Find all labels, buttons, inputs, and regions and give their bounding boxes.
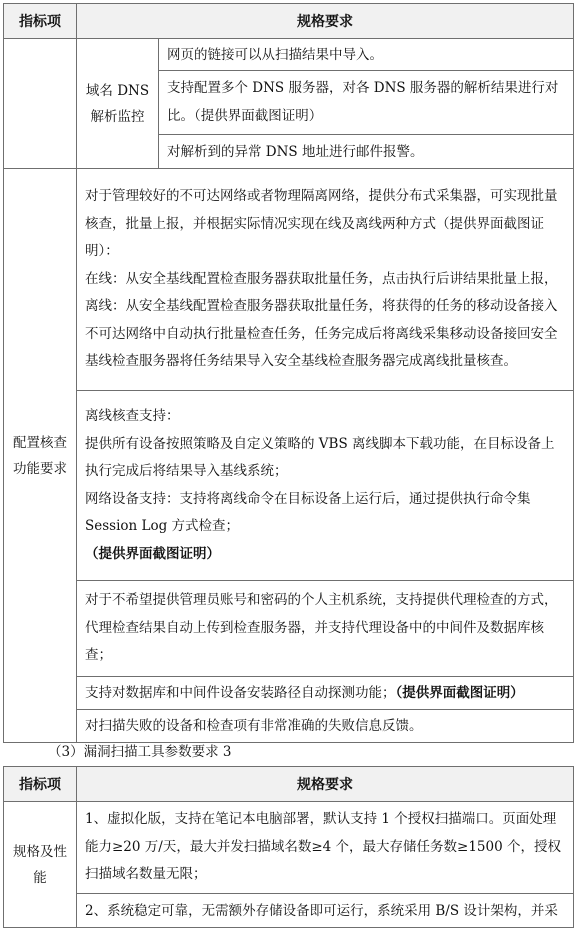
table-row: [4, 169, 574, 391]
config-label: 配置核查功能要求: [4, 169, 77, 743]
empty-indicator-cell: [4, 39, 77, 169]
perf-row-2: 2、系统稳定可靠，无需额外存储设备即可运行，系统采用 B/S 设计架构，并采: [77, 894, 574, 928]
config-block-2-title: 离线核查支持：: [85, 408, 180, 424]
config-block-2-proof: （提供界面截图证明）: [85, 545, 220, 562]
dns-row-1: 网页的链接可以从扫描结果中导入。: [159, 39, 574, 71]
config-block-1: [77, 169, 574, 391]
config-block-1-intro: 对于管理较好的不可达网络或者物理隔离网络，提供分布式采集器，可实现批量核查，批量上报，并根据实际情况实现在线及离线两种方式（提供界面截图证明）：: [85, 188, 558, 260]
header-indicator-2: 指标项: [4, 767, 77, 802]
perf-row-1: 1、虚拟化版，支持在笔记本电脑部署，默认支持 1 个授权扫描端口。页面处理能力≥20 万/天，最大并发扫描域名数≥4 个，最大存储任务数≥1500 个，授权扫描域名数量无限；: [77, 802, 574, 894]
config-block-5: 对扫描失败的设备和检查项有非常准确的失败信息反馈。: [77, 710, 574, 743]
config-block-4: [77, 677, 574, 710]
config-block-3: 对于不希望提供管理员账号和密码的个人主机系统，支持提供代理检查的方式，代理检查结果自动上传到检查服务器，并支持代理设备中的中间件及数据库核查；: [77, 581, 574, 677]
header-spec: 规格要求: [77, 4, 574, 39]
table-header-row: [4, 767, 574, 802]
table-row: [4, 894, 574, 928]
config-block-2-vbs: 提供所有设备按照策略及自定义策略的 VBS 离线脚本下载功能，在目标设备上执行完成后将结果导入基线系统；: [85, 435, 555, 479]
table-header-row: [4, 4, 574, 39]
dns-row-2: 支持配置多个 DNS 服务器，对各 DNS 服务器的解析结果进行对比。（提供界面截图证明）: [159, 71, 574, 135]
config-block-2-network: 网络设备支持：支持将离线命令在目标设备上运行后，通过提供执行命令集 Session Log 方式检查；: [85, 490, 531, 534]
config-block-1-online: 在线：从安全基线配置检查服务器获取批量任务，点击执行后讲结果批量上报，: [85, 270, 558, 287]
dns-label: 域名 DNS 解析监控: [77, 39, 159, 169]
perf-label: 规格及性能: [4, 802, 77, 928]
table-row: [4, 391, 574, 581]
section-caption: （3）漏洞扫描工具参数要求 3: [48, 744, 232, 760]
table-row: [4, 677, 574, 710]
config-block-1-offline: 离线：从安全基线配置检查服务器获取批量任务，将获得的任务的移动设备接入不可达网络中自动执行批量检查任务，任务完成后将离线采集移动设备接回安全基线检查服务器将任务结果导入安全基线检查服务器完成离线批量核查。: [85, 298, 558, 370]
config-block-4-proof: （提供界面截图证明）: [395, 685, 524, 701]
spec-table-2: [3, 766, 574, 928]
config-block-2: [77, 391, 574, 581]
header-indicator: 指标项: [4, 4, 77, 39]
header-spec-2: 规格要求: [77, 767, 574, 802]
dns-row-3: 对解析到的异常 DNS 地址进行邮件报警。: [159, 135, 574, 169]
table-row: [4, 581, 574, 677]
spec-table-1: [3, 3, 574, 743]
table-row: [4, 39, 574, 71]
table-row: [4, 710, 574, 743]
config-block-4-text: 支持对数据库和中间件设备安装路径自动探测功能；: [85, 685, 396, 701]
table-row: [4, 802, 574, 894]
